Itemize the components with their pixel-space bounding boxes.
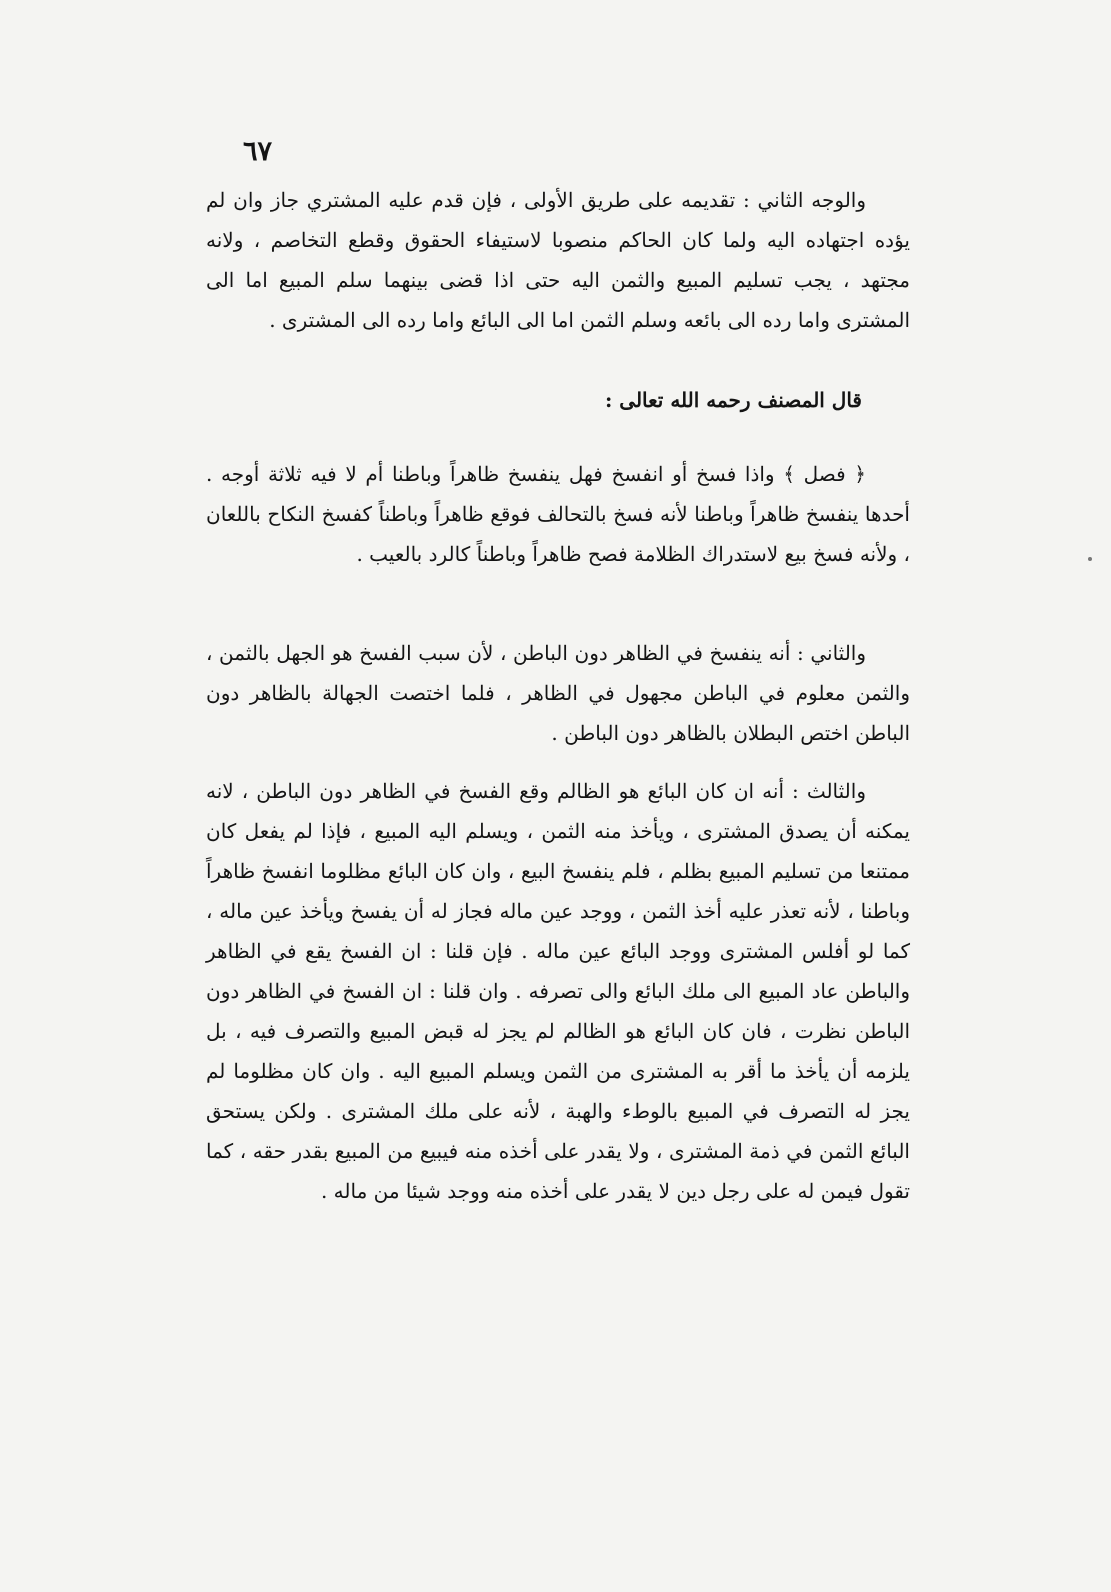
paragraph-second-aspect xyxy=(206,180,910,340)
paragraph-third-view xyxy=(206,771,910,1211)
page-number: ٦٧ xyxy=(243,136,273,167)
section-heading: قال المصنف رحمه الله تعالى : xyxy=(604,388,862,412)
paragraph-chapter-rescission xyxy=(206,454,910,574)
paragraph-text: والثاني : أنه ينفسخ في الظاهر دون الباطن ، لأن سبب الفسخ هو الجهل بالثمن ، والثمن معلوم في الباطن مجهول في الظاهر ، فلما اختصت الجهالة بالظاهر دون الباطن اختص البطلان بالظاهر دون الباطن . xyxy=(206,641,910,745)
paragraph-text: والثالث : أنه ان كان البائع هو الظالم وقع الفسخ في الظاهر دون الباطن ، لانه يمكنه أن يصدق المشترى ، ويأخذ منه الثمن ، ويسلم اليه المبيع ، فإذا لم يفعل كان ممتنعا من تسليم المبيع بظلم ، فلم ينفسخ البيع ، وان كان البائع مظلوما انفسخ ظاهراً وباطنا ، لأنه تعذر عليه أخذ الثمن ، ووجد عين ماله فجاز له أن يفسخ ويأخذ عين ماله ، كما لو أفلس المشترى ووجد البائع عين ماله . فإن قلنا : ان الفسخ يقع في الظاهر والباطن عاد المبيع الى ملك البائع والى تصرفه . وان قلنا : ان الفسخ في الظاهر دون الباطن نظرت ، فان كان البائع هو الظالم لم يجز له قبض المبيع والتصرف فيه ، بل يلزمه أن يأخذ ما أقر به المشترى من الثمن ويسلم المبيع اليه . وان كان مظلوما لم يجز له التصرف في المبيع بالوطء والهبة ، لأنه على ملك المشترى . ولكن يستحق البائع الثمن في ذمة المشترى ، ولا يقدر على أخذه منه فيبيع من المبيع بقدر حقه ، كما تقول فيمن له على رجل دين لا يقدر على أخذه منه ووجد شيئا من ماله . xyxy=(206,779,910,1203)
paragraph-second-view xyxy=(206,633,910,753)
scan-speck xyxy=(1088,557,1092,561)
paragraph-text: والوجه الثاني : تقديمه على طريق الأولى ، فإن قدم عليه المشتري جاز وان لم يؤده اجتهاده اليه ولما كان الحاكم منصوبا لاستيفاء الحقوق وقطع التخاصم ، ولانه مجتهد ، يجب تسليم المبيع والثمن اليه حتى اذا قضى بينهما سلم المبيع اما الى المشترى واما رده الى بائعه وسلم الثمن اما الى البائع واما رده الى المشترى . xyxy=(206,188,910,332)
paragraph-text: ﴿ فصل ﴾ واذا فسخ أو انفسخ فهل ينفسخ ظاهراً وباطنا أم لا فيه ثلاثة أوجه . أحدها ينفسخ ظاهراً وباطنا لأنه فسخ بالتحالف فوقع ظاهراً وباطناً كفسخ النكاح باللعان ، ولأنه فسخ بيع لاستدراك الظلامة فصح ظاهراً وباطناً كالرد بالعيب . xyxy=(206,462,910,566)
